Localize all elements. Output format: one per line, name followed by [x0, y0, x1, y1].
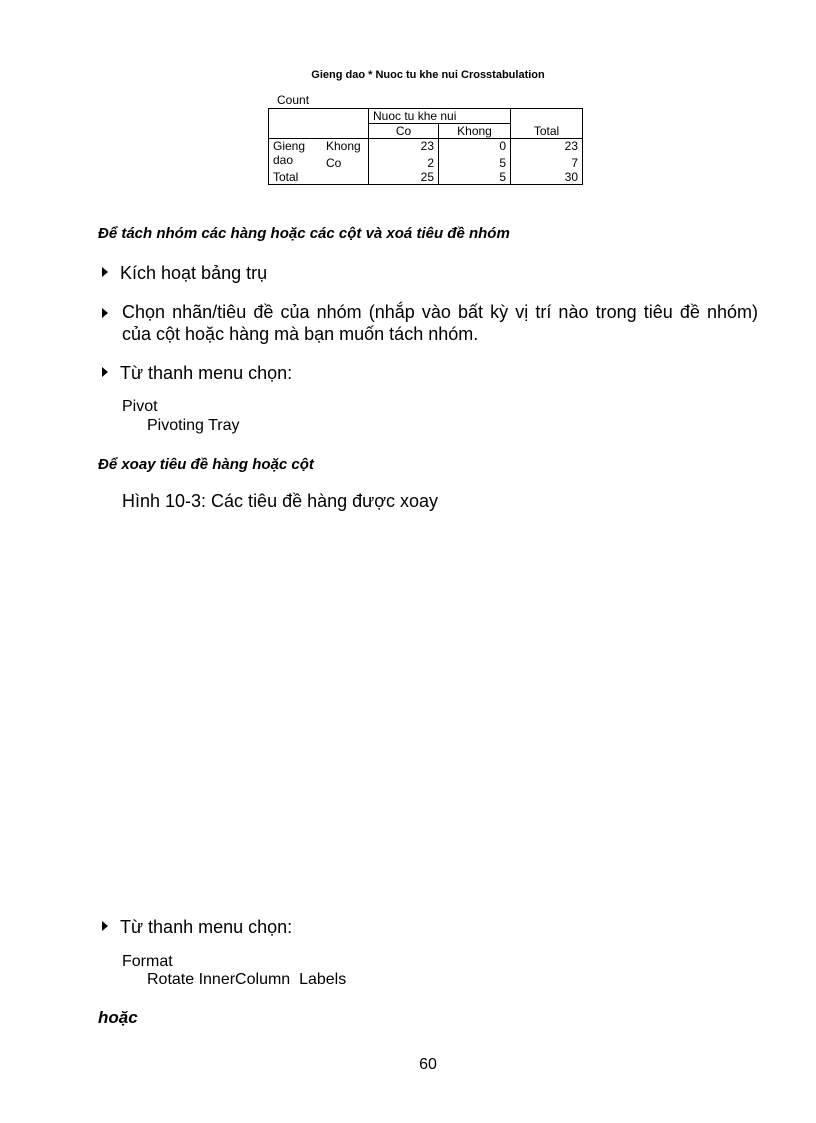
table-cell: 30 — [511, 170, 583, 185]
crosstab-title: Gieng dao * Nuoc tu khe nui Crosstabulation — [311, 69, 545, 81]
bullet-item: Kích hoạt bảng trụ — [102, 262, 267, 284]
menu-path-level1: Pivot — [122, 398, 158, 415]
table-cell: 7 — [511, 153, 583, 170]
total-row-label: Total — [269, 170, 323, 185]
section-heading: Để xoay tiêu đề hàng hoặc cột — [98, 456, 314, 473]
table-cell: 5 — [439, 170, 511, 185]
crosstab-table — [268, 108, 583, 185]
corner-cell — [322, 170, 369, 185]
table-cell: 23 — [369, 139, 439, 154]
col-group-header: Nuoc tu khe nui — [369, 109, 511, 124]
bullet-item — [102, 301, 758, 345]
menu-path-level2: Rotate InnerColumn Labels — [147, 971, 347, 988]
row-label: Co — [322, 153, 369, 170]
table-cell: 0 — [439, 139, 511, 154]
figure-caption: Hình 10-3: Các tiêu đề hàng được xoay — [122, 491, 439, 511]
col-header-khong: Khong — [439, 124, 511, 139]
bullet-item: Từ thanh menu chọn: — [102, 916, 292, 938]
triangle-bullet-icon — [102, 921, 108, 931]
triangle-bullet-icon — [102, 308, 108, 318]
corner-cell — [322, 109, 369, 124]
row-label: Khong — [322, 139, 369, 154]
bullet-item: Từ thanh menu chọn: — [102, 362, 292, 384]
table-cell: 5 — [439, 153, 511, 170]
corner-cell — [269, 124, 323, 139]
section-heading: Để tách nhóm các hàng hoặc các cột và xoá tiêu đề nhóm — [98, 225, 510, 242]
corner-cell — [269, 109, 323, 124]
col-header-co: Co — [369, 124, 439, 139]
or-text: hoặc — [98, 1008, 138, 1027]
crosstab-count-label: Count — [277, 93, 310, 107]
triangle-bullet-icon — [102, 367, 108, 377]
page-number: 60 — [419, 1056, 437, 1073]
table-cell: 2 — [369, 153, 439, 170]
menu-path-level1: Format — [122, 953, 173, 970]
bullet-text: Chọn nhãn/tiêu đề của nhóm (nhắp vào bất kỳ vị trí nào trong tiêu đề nhóm) của cột hoặc hàng mà bạn muốn tách nhóm. — [122, 302, 758, 344]
triangle-bullet-icon — [102, 267, 108, 277]
menu-path-level2: Pivoting Tray — [147, 417, 240, 434]
row-group-label-line1: Gieng — [269, 139, 323, 154]
row-group-label-line2: dao — [269, 153, 323, 170]
col-header-total: Total — [511, 124, 583, 139]
table-cell: 25 — [369, 170, 439, 185]
total-header-spacer — [511, 109, 583, 124]
corner-cell — [322, 124, 369, 139]
table-cell: 23 — [511, 139, 583, 154]
